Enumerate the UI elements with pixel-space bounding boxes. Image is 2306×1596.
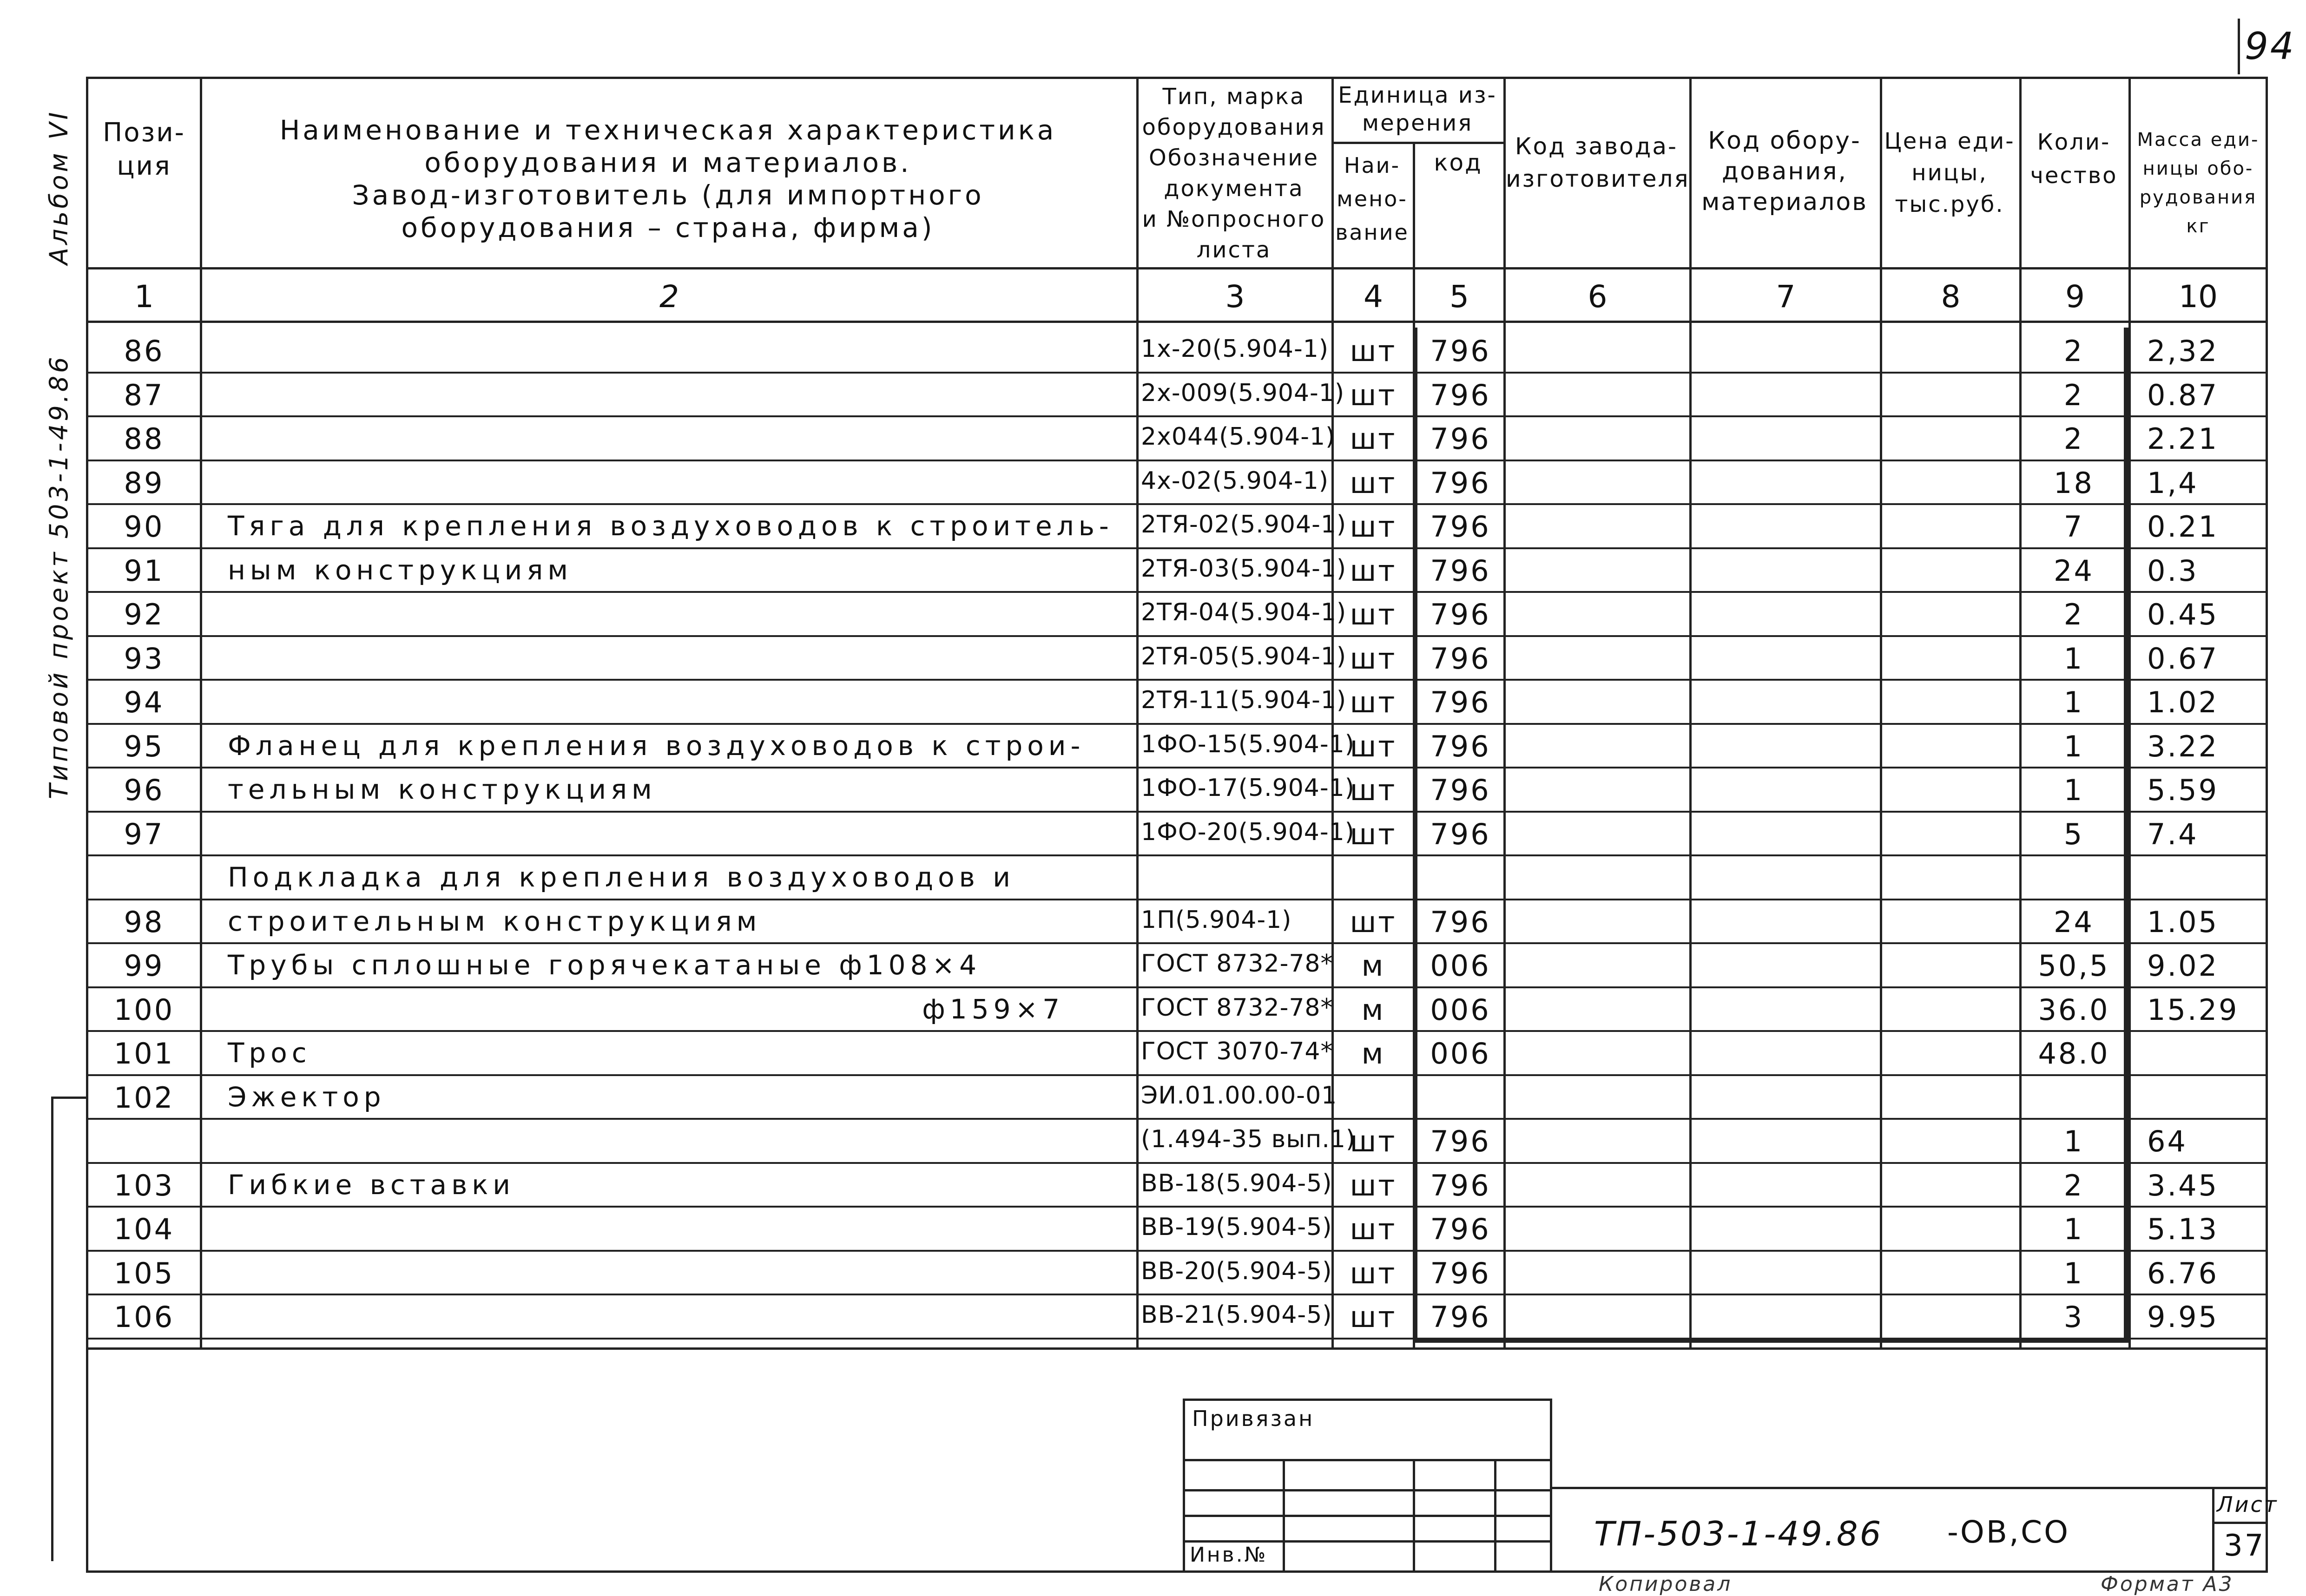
cell-mass: 0.67 bbox=[2147, 641, 2219, 676]
cell-pos: 96 bbox=[124, 773, 165, 807]
stamp-right bbox=[1550, 1399, 1552, 1570]
cell-type: 2ТЯ-11(5.904-1) bbox=[1141, 686, 1347, 714]
cell-qty: 2 bbox=[2063, 598, 2084, 631]
cell-type: 2ТЯ-02(5.904-1) bbox=[1141, 511, 1347, 539]
cell-type: 2ТЯ-05(5.904-1) bbox=[1141, 642, 1347, 670]
stamp-inv: Инв.№ bbox=[1190, 1543, 1268, 1567]
cell-code: 006 bbox=[1430, 949, 1491, 983]
cell-pos: 97 bbox=[124, 817, 165, 851]
col-line-9 bbox=[2128, 77, 2131, 1350]
header-type: Тип, марка оборудования Обозначение документа и №опросного листа bbox=[1142, 84, 1326, 263]
cell-mass: 64 bbox=[2147, 1124, 2187, 1158]
row-line bbox=[86, 460, 2268, 461]
cell-pos: 105 bbox=[113, 1256, 175, 1290]
cell-unit: шт bbox=[1350, 817, 1397, 851]
row-line bbox=[86, 1338, 2268, 1340]
cell-unit: шт bbox=[1350, 773, 1397, 807]
doc-suffix: -ОВ,СО bbox=[1947, 1514, 2070, 1550]
cell-pos: 99 bbox=[124, 949, 165, 983]
header-equip-code: Код обору- дования, материалов bbox=[1701, 127, 1868, 216]
cell-unit: шт bbox=[1350, 598, 1397, 631]
colnum-2: 2 bbox=[659, 279, 679, 315]
row-line bbox=[86, 723, 2268, 725]
cell-unit: м bbox=[1361, 1037, 1385, 1071]
stamp-left bbox=[1183, 1399, 1185, 1570]
cell-type: 1х-20(5.904-1) bbox=[1141, 335, 1329, 363]
row-line bbox=[86, 1294, 2268, 1295]
cell-type: ВВ-19(5.904-5) bbox=[1141, 1213, 1332, 1241]
cell-pos: 106 bbox=[113, 1300, 175, 1334]
stamp-v-2 bbox=[1413, 1459, 1415, 1570]
list-number: 37 bbox=[2224, 1529, 2266, 1563]
cell-code: 796 bbox=[1430, 1124, 1491, 1158]
cell-unit: шт bbox=[1350, 1256, 1397, 1290]
cell-unit: шт bbox=[1350, 641, 1397, 676]
cell-qty: 50,5 bbox=[2038, 949, 2110, 983]
cell-mass: 9.95 bbox=[2147, 1300, 2219, 1334]
title-block-top bbox=[1550, 1487, 2268, 1489]
cell-qty: 1 bbox=[2063, 773, 2084, 807]
cell-name: Тяга для крепления воздуховодов к строитель- bbox=[228, 510, 1113, 542]
cell-name: Фланец для крепления воздуховодов к строи- bbox=[228, 729, 1085, 762]
row-line bbox=[86, 679, 2268, 681]
cell-qty: 7 bbox=[2063, 510, 2084, 544]
row-line bbox=[86, 942, 2268, 944]
row-line bbox=[86, 1118, 2268, 1120]
stamp-v-1 bbox=[1283, 1459, 1285, 1570]
cell-qty: 1 bbox=[2063, 1212, 2084, 1246]
cell-type: 2х-009(5.904-1) bbox=[1141, 379, 1345, 407]
cell-type: 1ФО-15(5.904-1) bbox=[1141, 730, 1355, 758]
cell-mass: 6.76 bbox=[2147, 1256, 2219, 1290]
cell-code: 796 bbox=[1430, 466, 1491, 500]
cell-type: ВВ-18(5.904-5) bbox=[1141, 1169, 1332, 1197]
cell-mass: 9.02 bbox=[2147, 949, 2219, 983]
binding-strip-top bbox=[51, 1097, 88, 1099]
cell-name: ф159×7 bbox=[922, 993, 1064, 1025]
cell-mass: 0.87 bbox=[2147, 378, 2219, 412]
cell-pos: 86 bbox=[124, 334, 165, 368]
corner-mark bbox=[2238, 19, 2240, 74]
cell-pos: 88 bbox=[124, 422, 165, 456]
colnum-4: 4 bbox=[1364, 279, 1383, 315]
cell-unit: шт bbox=[1350, 905, 1397, 939]
cell-pos: 93 bbox=[124, 641, 165, 676]
title-block-list-line bbox=[2212, 1522, 2268, 1524]
cell-mass: 3.45 bbox=[2147, 1168, 2219, 1202]
cell-code: 796 bbox=[1430, 1212, 1491, 1246]
row-line bbox=[86, 767, 2268, 768]
row-line bbox=[86, 547, 2268, 549]
cell-qty: 1 bbox=[2063, 1124, 2084, 1158]
cell-pos: 91 bbox=[124, 553, 165, 588]
cell-mass: 7.4 bbox=[2147, 817, 2199, 851]
cell-qty: 24 bbox=[2054, 553, 2094, 588]
cell-qty: 18 bbox=[2054, 466, 2094, 500]
cell-code: 006 bbox=[1430, 992, 1491, 1027]
cell-code: 796 bbox=[1430, 598, 1491, 631]
cell-mass: 3.22 bbox=[2147, 729, 2219, 763]
colnum-bottom-line bbox=[86, 321, 2268, 323]
footer-copied: Копировал bbox=[1599, 1572, 1733, 1596]
cell-qty: 5 bbox=[2063, 817, 2084, 851]
row-line bbox=[86, 899, 2268, 900]
col-line-2 bbox=[1136, 77, 1139, 1350]
col-line-5 bbox=[1503, 77, 1506, 1350]
cell-type: 1П(5.904-1) bbox=[1141, 906, 1292, 934]
cell-unit: шт bbox=[1350, 553, 1397, 588]
frame-top bbox=[86, 77, 2268, 79]
stamp-v-3 bbox=[1494, 1459, 1496, 1570]
album-label: Альбом VI bbox=[44, 109, 73, 265]
cell-code: 796 bbox=[1430, 553, 1491, 588]
binding-strip-line bbox=[51, 1097, 53, 1561]
doc-code: ТП-503-1-49.86 bbox=[1594, 1514, 1883, 1553]
cell-type: 1ФО-17(5.904-1) bbox=[1141, 774, 1355, 802]
header-mass: Масса еди- ницы обо- рудования кг bbox=[2137, 129, 2260, 237]
cell-qty: 1 bbox=[2063, 1256, 2084, 1290]
cell-unit: м bbox=[1361, 949, 1385, 983]
cell-type: 4х-02(5.904-1) bbox=[1141, 466, 1329, 495]
header-unit-name: Наи- мено- вание bbox=[1335, 153, 1409, 245]
table-bottom-line bbox=[86, 1347, 2268, 1350]
cell-unit: шт bbox=[1350, 1300, 1397, 1334]
cell-type: ЭИ.01.00.00-01 bbox=[1141, 1081, 1337, 1110]
cell-code: 796 bbox=[1430, 905, 1491, 939]
header-qty: Коли- чество bbox=[2030, 129, 2118, 189]
cell-qty: 1 bbox=[2063, 729, 2084, 763]
cell-code: 796 bbox=[1430, 378, 1491, 412]
cell-unit: шт bbox=[1350, 729, 1397, 763]
cell-unit: м bbox=[1361, 992, 1385, 1027]
project-label: Типовой проект 503-1-49.86 bbox=[44, 354, 73, 799]
row-line bbox=[86, 1074, 2268, 1076]
colnum-5: 5 bbox=[1449, 279, 1469, 315]
cell-pos: 89 bbox=[124, 466, 165, 500]
colnum-1: 1 bbox=[134, 279, 154, 315]
cell-code: 796 bbox=[1430, 422, 1491, 456]
cell-mass: 0.3 bbox=[2147, 553, 2199, 588]
cell-mass: 5.59 bbox=[2147, 773, 2219, 807]
cell-code: 796 bbox=[1430, 729, 1491, 763]
thick-line-a bbox=[1413, 328, 1417, 1340]
cell-qty: 24 bbox=[2054, 905, 2094, 939]
cell-type: ГОСТ 8732-78* bbox=[1141, 950, 1333, 978]
cell-unit: шт bbox=[1350, 378, 1397, 412]
unit-subheader-line bbox=[1331, 142, 1503, 144]
cell-mass: 1.02 bbox=[2147, 685, 2219, 719]
header-position: Пози- ция bbox=[103, 118, 185, 181]
cell-pos: 90 bbox=[124, 510, 165, 544]
cell-code: 006 bbox=[1430, 1037, 1491, 1071]
cell-pos: 98 bbox=[124, 905, 165, 939]
colnum-9: 9 bbox=[2065, 279, 2085, 315]
sheet-corner-number: 94 bbox=[2245, 25, 2296, 68]
cell-unit: шт bbox=[1350, 510, 1397, 544]
cell-name: Трубы сплошные горячекатаные ф108×4 bbox=[228, 949, 981, 981]
cell-unit: шт bbox=[1350, 466, 1397, 500]
row-line bbox=[86, 811, 2268, 813]
cell-name: тельным конструкциям bbox=[228, 774, 657, 805]
cell-mass: 5.13 bbox=[2147, 1212, 2219, 1246]
cell-unit: шт bbox=[1350, 1124, 1397, 1158]
cell-qty: 2 bbox=[2063, 378, 2084, 412]
colnum-6: 6 bbox=[1588, 279, 1608, 315]
cell-type: 2х044(5.904-1) bbox=[1141, 423, 1336, 451]
row-line bbox=[86, 1206, 2268, 1208]
cell-name: Эжектор bbox=[228, 1081, 386, 1113]
cell-type: 2ТЯ-03(5.904-1) bbox=[1141, 554, 1347, 583]
cell-pos: 100 bbox=[113, 992, 175, 1027]
list-label: Лист bbox=[2217, 1492, 2279, 1517]
cell-type: ВВ-21(5.904-5) bbox=[1141, 1301, 1332, 1329]
cell-qty: 1 bbox=[2063, 641, 2084, 676]
footer-format: Формат А3 bbox=[2101, 1572, 2234, 1596]
cell-pos: 92 bbox=[124, 598, 165, 631]
cell-qty: 36.0 bbox=[2038, 992, 2110, 1027]
cell-type: 1ФО-20(5.904-1) bbox=[1141, 818, 1355, 846]
row-line bbox=[86, 854, 2268, 856]
cell-code: 796 bbox=[1430, 773, 1491, 807]
cell-code: 796 bbox=[1430, 1300, 1491, 1334]
cell-type: 2ТЯ-04(5.904-1) bbox=[1141, 598, 1347, 626]
cell-code: 796 bbox=[1430, 1168, 1491, 1202]
cell-code: 796 bbox=[1430, 641, 1491, 676]
cell-type: (1.494-35 вып.1) bbox=[1141, 1125, 1356, 1153]
cell-mass: 15.29 bbox=[2147, 992, 2239, 1027]
cell-pos: 87 bbox=[124, 378, 165, 412]
row-line bbox=[86, 1030, 2268, 1032]
cell-code: 796 bbox=[1430, 817, 1491, 851]
cell-name: Подкладка для крепления воздуховодов и bbox=[228, 861, 1015, 893]
stamp-privyazan: Привязан bbox=[1192, 1406, 1315, 1431]
cell-unit: шт bbox=[1350, 1212, 1397, 1246]
cell-qty: 2 bbox=[2063, 422, 2084, 456]
cell-name: Трос bbox=[228, 1037, 311, 1069]
cell-pos: 101 bbox=[113, 1037, 175, 1071]
header-unit-code: код bbox=[1434, 149, 1482, 176]
row-line bbox=[86, 1162, 2268, 1164]
header-price: Цена еди- ницы, тыс.руб. bbox=[1884, 128, 2015, 217]
cell-pos: 104 bbox=[113, 1212, 175, 1246]
colnum-7: 7 bbox=[1776, 279, 1796, 315]
cell-type: ГОСТ 3070-74* bbox=[1141, 1038, 1333, 1065]
colnum-3: 3 bbox=[1225, 279, 1245, 315]
row-line bbox=[86, 591, 2268, 593]
cell-unit: шт bbox=[1350, 422, 1397, 456]
cell-pos: 102 bbox=[113, 1080, 175, 1115]
row-line bbox=[86, 503, 2268, 505]
cell-qty: 48.0 bbox=[2038, 1037, 2110, 1071]
stamp-top bbox=[1183, 1399, 1550, 1401]
header-name: Наименование и техническая характеристика оборудования и материалов. Завод-изготовитель (для импортного оборудования – страна, фирма) bbox=[279, 114, 1057, 243]
cell-name: строительным конструкциям bbox=[228, 905, 762, 937]
row-line bbox=[86, 1250, 2268, 1252]
cell-qty: 2 bbox=[2063, 1168, 2084, 1202]
cell-qty: 2 bbox=[2063, 334, 2084, 368]
header-bottom-line bbox=[86, 267, 2268, 269]
cell-mass: 0.45 bbox=[2147, 598, 2219, 631]
cell-type: ВВ-20(5.904-5) bbox=[1141, 1257, 1332, 1285]
cell-mass: 2,32 bbox=[2147, 334, 2219, 368]
row-line bbox=[86, 986, 2268, 988]
col-line-1 bbox=[200, 77, 202, 1350]
col-line-6 bbox=[1689, 77, 1692, 1350]
cell-code: 796 bbox=[1430, 685, 1491, 719]
cell-type: ГОСТ 8732-78* bbox=[1141, 993, 1333, 1022]
row-line bbox=[86, 635, 2268, 637]
cell-name: ным конструкциям bbox=[228, 554, 573, 586]
header-factory-code: Код завода- изготовителя bbox=[1506, 133, 1690, 192]
cell-name: Гибкие вставки bbox=[228, 1169, 515, 1201]
cell-qty: 1 bbox=[2063, 685, 2084, 719]
cell-code: 796 bbox=[1430, 1256, 1491, 1290]
cell-unit: шт bbox=[1350, 685, 1397, 719]
row-line bbox=[86, 372, 2268, 374]
cell-qty: 3 bbox=[2063, 1300, 2084, 1334]
cell-mass: 1.05 bbox=[2147, 905, 2219, 939]
colnum-10: 10 bbox=[2179, 279, 2218, 315]
cell-code: 796 bbox=[1430, 510, 1491, 544]
cell-unit: шт bbox=[1350, 334, 1397, 368]
cell-mass: 1,4 bbox=[2147, 466, 2199, 500]
frame-bottom bbox=[86, 1570, 2268, 1573]
colnum-8: 8 bbox=[1941, 279, 1961, 315]
col-line-7 bbox=[1880, 77, 1882, 1350]
row-line bbox=[86, 415, 2268, 417]
cell-code: 796 bbox=[1430, 334, 1491, 368]
cell-mass: 0.21 bbox=[2147, 510, 2219, 544]
title-block-sep bbox=[2212, 1487, 2214, 1570]
cell-pos: 94 bbox=[124, 685, 165, 719]
cell-pos: 95 bbox=[124, 729, 165, 763]
cell-mass: 2.21 bbox=[2147, 422, 2219, 456]
header-unit: Единица из- мерения bbox=[1338, 82, 1497, 136]
cell-pos: 103 bbox=[113, 1168, 175, 1202]
cell-unit: шт bbox=[1350, 1168, 1397, 1202]
